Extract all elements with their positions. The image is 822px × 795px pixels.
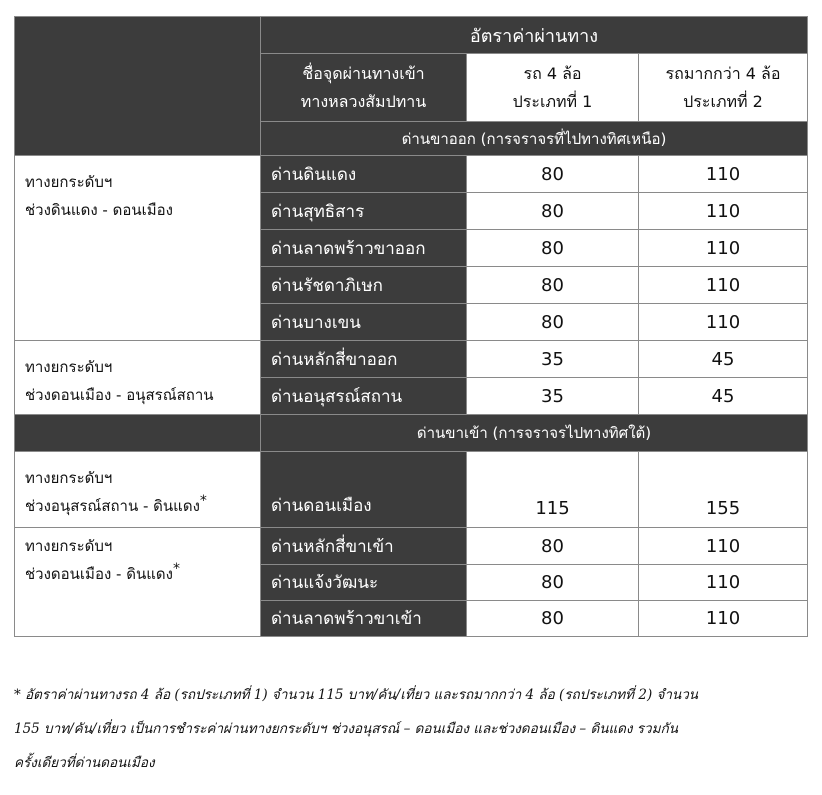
rate-type2: 110 <box>639 193 808 230</box>
station-name: ด่านลาดพร้าวขาเข้า <box>261 601 467 637</box>
station-name: ด่านหลักสี่ขาเข้า <box>261 528 467 565</box>
rate-type2: 110 <box>639 156 808 193</box>
top-left-empty-cell <box>15 17 261 156</box>
station-name: ด่านแจ้งวัฒนะ <box>261 565 467 601</box>
rate-type2: 110 <box>639 528 808 565</box>
col-header-station <box>261 54 467 122</box>
col-header-type1-line1: รถ 4 ล้อ <box>523 63 582 83</box>
rate-type1: 80 <box>467 601 639 637</box>
rate-type2: 155 <box>639 452 808 528</box>
rate-type1: 80 <box>467 528 639 565</box>
col-header-type2-line2: ประเภทที่ 2 <box>683 91 763 111</box>
footnote <box>14 678 814 780</box>
header-title: อัตราค่าผ่านทาง <box>261 17 808 54</box>
rate-type1: 80 <box>467 304 639 341</box>
group-don-mueang-anusorn-sathan <box>15 341 261 415</box>
rate-type1: 80 <box>467 230 639 267</box>
rate-type2: 110 <box>639 601 808 637</box>
rate-type1: 80 <box>467 267 639 304</box>
group-din-daeng-don-mueang <box>15 156 261 341</box>
rate-type2: 110 <box>639 304 808 341</box>
station-name: ด่านลาดพร้าวขาออก <box>261 230 467 267</box>
rate-type1: 80 <box>467 156 639 193</box>
rate-type2: 45 <box>639 341 808 378</box>
asterisk-mark: * <box>172 561 180 577</box>
group-line2 <box>25 560 260 588</box>
station-name: ด่านดินแดง <box>261 156 467 193</box>
rate-type1: 115 <box>467 452 639 528</box>
rate-type2: 45 <box>639 378 808 415</box>
section-inbound: ด่านขาเข้า (การจราจรไปทางทิศใต้) <box>261 415 808 452</box>
rate-type2: 110 <box>639 565 808 601</box>
rate-type1: 80 <box>467 565 639 601</box>
rate-type1: 80 <box>467 193 639 230</box>
asterisk-mark: * <box>199 493 207 509</box>
rate-type2: 110 <box>639 230 808 267</box>
footnote-line1: * อัตราค่าผ่านทางรถ 4 ล้อ (รถประเภทที่ 1) จำนวน 115 บาท/คัน/เที่ยว และรถมากกว่า 4 ล้อ (รถประเภทที่ 2) จำนวน <box>14 687 699 703</box>
section-outbound: ด่านขาออก (การจราจรที่ไปทางทิศเหนือ) <box>261 122 808 156</box>
station-name: ด่านสุทธิสาร <box>261 193 467 230</box>
group-anusorn-sathan-din-daeng <box>15 452 261 528</box>
station-name: ด่านรัชดาภิเษก <box>261 267 467 304</box>
group-line2 <box>25 492 260 520</box>
group-line2: ช่วงดินแดง - ดอนเมือง <box>25 201 173 219</box>
group-line1: ทางยกระดับฯ <box>25 537 113 555</box>
station-name: ด่านอนุสรณ์สถาน <box>261 378 467 415</box>
col-header-type1-line2: ประเภทที่ 1 <box>512 91 593 111</box>
rate-type1: 35 <box>467 378 639 415</box>
rate-type1: 35 <box>467 341 639 378</box>
group-line2-text: ช่วงอนุสรณ์สถาน - ดินแดง <box>25 497 200 515</box>
toll-rate-table <box>14 16 808 637</box>
group-line1: ทางยกระดับฯ <box>25 358 113 376</box>
group-line1: ทางยกระดับฯ <box>25 469 113 487</box>
rate-type2: 110 <box>639 267 808 304</box>
group-line2: ช่วงดอนเมือง - อนุสรณ์สถาน <box>25 386 214 404</box>
col-header-station-line1: ชื่อจุดผ่านทางเข้า <box>302 63 425 83</box>
group-don-mueang-din-daeng <box>15 528 261 637</box>
group-line2-text: ช่วงดอนเมือง - ดินแดง <box>25 565 173 583</box>
col-header-type2 <box>639 54 808 122</box>
footnote-line3: ครั้งเดียวที่ด่านดอนเมือง <box>14 755 155 771</box>
station-name: ด่านดอนเมือง <box>261 452 467 528</box>
toll-rate-table-container <box>14 16 807 637</box>
station-name: ด่านหลักสี่ขาออก <box>261 341 467 378</box>
group-line1: ทางยกระดับฯ <box>25 173 113 191</box>
col-header-type1 <box>467 54 639 122</box>
footnote-line2: 155 บาท/คัน/เที่ยว เป็นการชำระค่าผ่านทางยกระดับฯ ช่วงอนุสรณ์ – ดอนเมือง และช่วงดอนเมือง – ดินแดง รวมกัน <box>14 721 678 737</box>
col-header-type2-line1: รถมากกว่า 4 ล้อ <box>665 63 781 83</box>
station-name: ด่านบางเขน <box>261 304 467 341</box>
col-header-station-line2: ทางหลวงสัมปทาน <box>300 91 427 111</box>
section-inbound-empty-cell <box>15 415 261 452</box>
